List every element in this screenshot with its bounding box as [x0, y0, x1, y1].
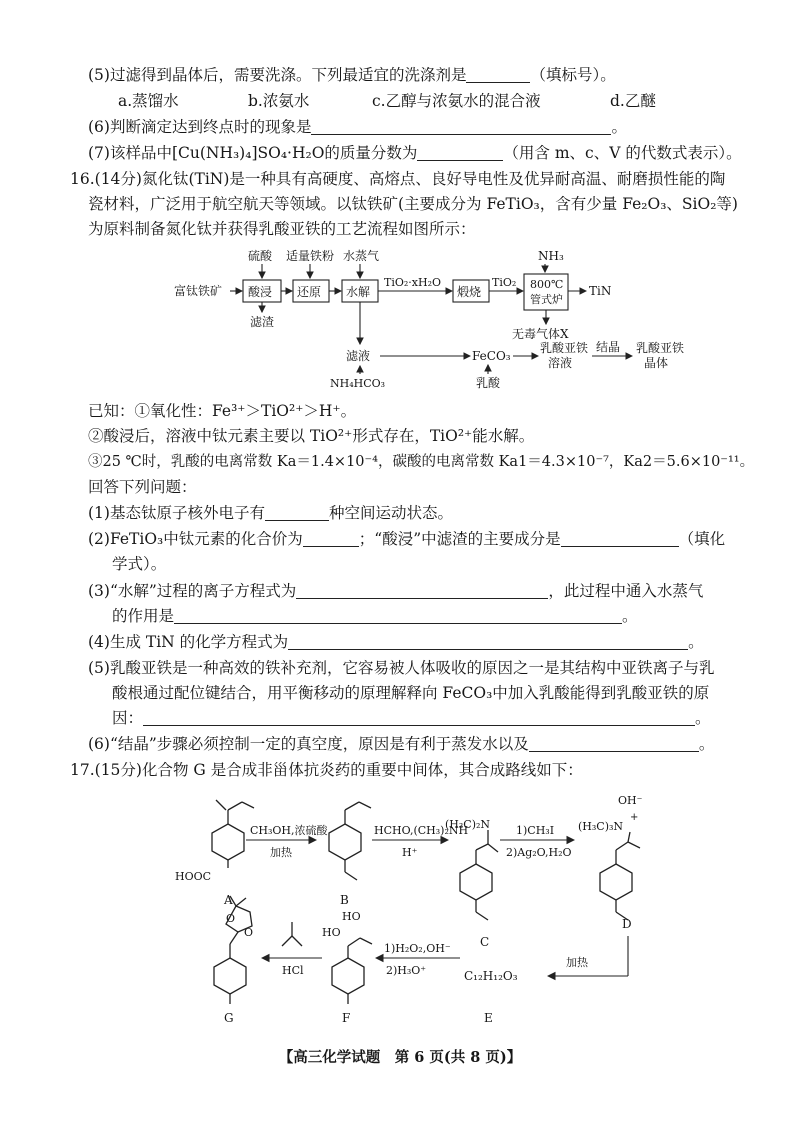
q16-part2 — [88, 528, 725, 550]
answer-blank[interactable] — [303, 530, 359, 547]
reagent-sulfuric-acid: 硫酸 — [248, 249, 273, 263]
q16-part5-line3 — [112, 707, 711, 729]
q15-option-c: c.乙醇与浓氨水的混合液 — [372, 92, 541, 110]
answer-blank[interactable] — [311, 118, 611, 135]
box-hydrolysis-label: 水解 — [346, 285, 371, 299]
reagent-iron-powder: 适量铁粉 — [286, 249, 335, 263]
compound-f-ho-2: HO — [322, 926, 341, 939]
q16-part3-cont — [112, 605, 638, 627]
reagent-ammonia: NH₃ — [538, 249, 564, 263]
label-lactic-acid: 乳酸 — [476, 376, 501, 390]
label-lactate-crystal-1: 乳酸亚铁 — [636, 341, 685, 355]
q16-part3-text2: 的作用是 — [112, 607, 175, 625]
cond-b-to-c-2: H⁺ — [402, 846, 418, 859]
q16-part1-end: 种空间运动状态。 — [328, 504, 453, 522]
compound-g-o-2: O — [244, 926, 254, 939]
label-feco3: FeCO₃ — [472, 349, 511, 363]
compound-d-structure — [600, 832, 640, 920]
q16-part3-end: 。 — [622, 607, 638, 625]
q16-part1 — [88, 502, 453, 524]
cond-a-to-b-2: 加热 — [270, 846, 292, 859]
known-info-1: 已知：①氧化性：Fe³⁺＞TiO²⁺＞H⁺。 — [88, 402, 357, 420]
label-tio2-hydrate: TiO₂·xH₂O — [384, 276, 442, 289]
q15-part5-end: （填标号）。 — [530, 66, 616, 84]
known-info-3: ③25 ℃时，乳酸的电离常数 Ka＝1.4×10⁻⁴，碳酸的电离常数 Ka1＝4.3×10⁻⁷，Ka2＝5.6×10⁻¹¹。 — [88, 454, 755, 470]
cond-b-to-c-1: HCHO,(CH₃)₂NH — [374, 824, 469, 837]
compound-a-hooc: HOOC — [175, 870, 212, 883]
cond-c-to-d-1: 1)CH₃I — [516, 824, 555, 837]
page-footer: 【高三化学试题 第 6 页(共 8 页)】 — [278, 1049, 522, 1066]
q15-part6-text: (6)判断滴定达到终点时的现象是 — [88, 118, 312, 136]
start-material-label: 富钛铁矿 — [174, 284, 223, 298]
cond-f-to-g: HCl — [282, 964, 304, 977]
q16-intro-line2: 瓷材料，广泛用于航空航天等领域。以钛铁矿(主要成分为 FeTiO₃，含有少量 Fe₂O₃、SiO₂等) — [88, 195, 738, 213]
cond-c-to-d-2: 2)Ag₂O,H₂O — [506, 846, 572, 859]
q16-part3-mid: ，此过程中通入水蒸气 — [548, 582, 704, 600]
acetone-reagent-structure — [282, 922, 302, 946]
cond-a-to-b-1: CH₃OH,浓硫酸 — [250, 824, 328, 837]
label-filtrate: 滤液 — [346, 349, 371, 363]
q15-part7 — [88, 142, 742, 164]
compound-d-oh: OH⁻ — [618, 794, 643, 807]
q16-part4-end: 。 — [688, 633, 704, 651]
label-nh4hco3: NH₄HCO₃ — [330, 377, 386, 390]
q16-part3-text: (3)“水解”过程的离子方程式为 — [88, 582, 297, 600]
compound-a-label: A — [224, 893, 233, 907]
q16-part4-text: (4)生成 TiN 的化学方程式为 — [88, 633, 289, 651]
q16-part6 — [88, 733, 714, 755]
synthesis-route-diagram — [0, 786, 800, 1036]
compound-f-label: F — [342, 1011, 351, 1025]
compound-g-label: G — [224, 1011, 234, 1025]
label-lactate-solution-1: 乳酸亚铁 — [540, 341, 589, 355]
q16-part2-end: （填化 — [678, 530, 726, 548]
cond-d-to-e: 加热 — [566, 956, 588, 969]
q16-part3 — [88, 580, 703, 602]
answer-blank[interactable] — [288, 633, 688, 650]
compound-b-label: B — [340, 893, 349, 907]
q16-part5-end: 。 — [695, 709, 711, 727]
answer-blank[interactable] — [561, 530, 679, 547]
answer-intro: 回答下列问题： — [88, 478, 197, 496]
reagent-steam: 水蒸气 — [343, 249, 380, 263]
q16-part5-line2: 酸根通过配位键结合，用平衡移动的原理解释向 FeCO₃中加入乳酸能得到乳酸亚铁的原 — [112, 684, 710, 702]
q16-part2-mid: ；“酸浸”中滤渣的主要成分是 — [358, 530, 561, 548]
label-crystallize: 结晶 — [596, 340, 621, 354]
answer-blank[interactable] — [143, 709, 695, 726]
answer-blank[interactable] — [296, 582, 548, 599]
compound-d-nme3: (H₃C)₃N — [578, 820, 624, 833]
compound-d-label: D — [622, 917, 632, 931]
compound-c-structure — [460, 830, 498, 920]
compound-a-structure — [212, 800, 254, 868]
label-lactate-crystal-2: 晶体 — [644, 356, 669, 370]
compound-e-formula: C₁₂H₁₂O₃ — [464, 969, 518, 983]
cond-e-to-f-1: 1)H₂O₂,OH⁻ — [384, 942, 451, 955]
box-reduction-label: 还原 — [297, 285, 322, 299]
q15-option-b: b.浓氨水 — [248, 92, 310, 110]
label-tio2: TiO₂ — [492, 276, 517, 289]
answer-blank[interactable] — [417, 144, 503, 161]
box-acid-leach-label: 酸浸 — [248, 285, 273, 299]
q16-intro-line1: 16.(14分)氮化钛(TiN)是一种具有高硬度、高熔点、良好导电性及优异耐高温、耐磨损性能的陶 — [70, 170, 726, 188]
q15-part7-end: （用含 m、c、V 的代数式表示）。 — [503, 144, 742, 162]
q16-part2-cont: 学式）。 — [112, 555, 167, 573]
compound-g-o-1: O — [226, 912, 236, 925]
compound-e-label: E — [484, 1011, 493, 1025]
q16-part6-text: (6)“结晶”步骤必须控制一定的真空度，原因是有利于蒸发水以及 — [88, 735, 529, 753]
label-lactate-solution-2: 溶液 — [548, 356, 573, 370]
q15-option-d: d.乙醚 — [610, 92, 656, 110]
compound-d-n-plus: + — [630, 812, 639, 823]
q15-part6 — [88, 116, 627, 138]
q16-part5-text: 因： — [112, 709, 144, 727]
product-tin: TiN — [589, 284, 612, 298]
label-residue: 滤渣 — [250, 315, 275, 329]
compound-c-label: C — [480, 935, 490, 949]
q15-part5 — [88, 64, 616, 86]
q15-part7-text: (7)该样品中[Cu(NH₃)₄]SO₄·H₂O的质量分数为 — [88, 144, 418, 162]
q16-part5-line1: (5)乳酸亚铁是一种高效的铁补充剂，它容易被人体吸收的原因之一是其结构中亚铁离子与乳 — [88, 659, 715, 677]
compound-f-structure — [332, 938, 372, 1004]
q16-part6-end: 。 — [698, 735, 715, 753]
box-tube-furnace-temp: 800℃ — [530, 278, 564, 291]
known-info-2: ②酸浸后，溶液中钛元素主要以 TiO²⁺形式存在，TiO²⁺能水解。 — [88, 427, 535, 445]
answer-blank[interactable] — [265, 504, 329, 521]
box-tube-furnace-label: 管式炉 — [530, 293, 563, 306]
q17-intro: 17.(15分)化合物 G 是合成非甾体抗炎药的重要中间体，其合成路线如下： — [70, 761, 583, 779]
answer-blank[interactable] — [466, 66, 530, 83]
compound-f-ho-1: HO — [342, 910, 361, 923]
compound-b-structure — [329, 802, 371, 880]
answer-blank[interactable] — [174, 607, 622, 624]
q15-part6-end: 。 — [611, 118, 627, 136]
q15-option-a: a.蒸馏水 — [118, 92, 179, 110]
answer-blank[interactable] — [529, 735, 699, 752]
label-gas-x: 无毒气体X — [512, 327, 569, 341]
process-flow-diagram — [0, 244, 800, 396]
compound-g-structure — [214, 896, 252, 1004]
q15-part5-text: (5)过滤得到晶体后，需要洗涤。下列最适宜的洗涤剂是 — [88, 66, 467, 84]
q16-part2-text: (2)FeTiO₃中钛元素的化合价为 — [88, 530, 303, 548]
box-calcination-label: 煅烧 — [457, 285, 482, 299]
cond-e-to-f-2: 2)H₃O⁺ — [386, 964, 427, 977]
q16-part4 — [88, 631, 704, 653]
compound-c-nme2: (H₃C)₂N — [445, 818, 491, 831]
q16-part1-text: (1)基态钛原子核外电子有 — [88, 504, 265, 522]
q16-intro-line3: 为原料制备氮化钛并获得乳酸亚铁的工艺流程如图所示： — [88, 220, 476, 238]
